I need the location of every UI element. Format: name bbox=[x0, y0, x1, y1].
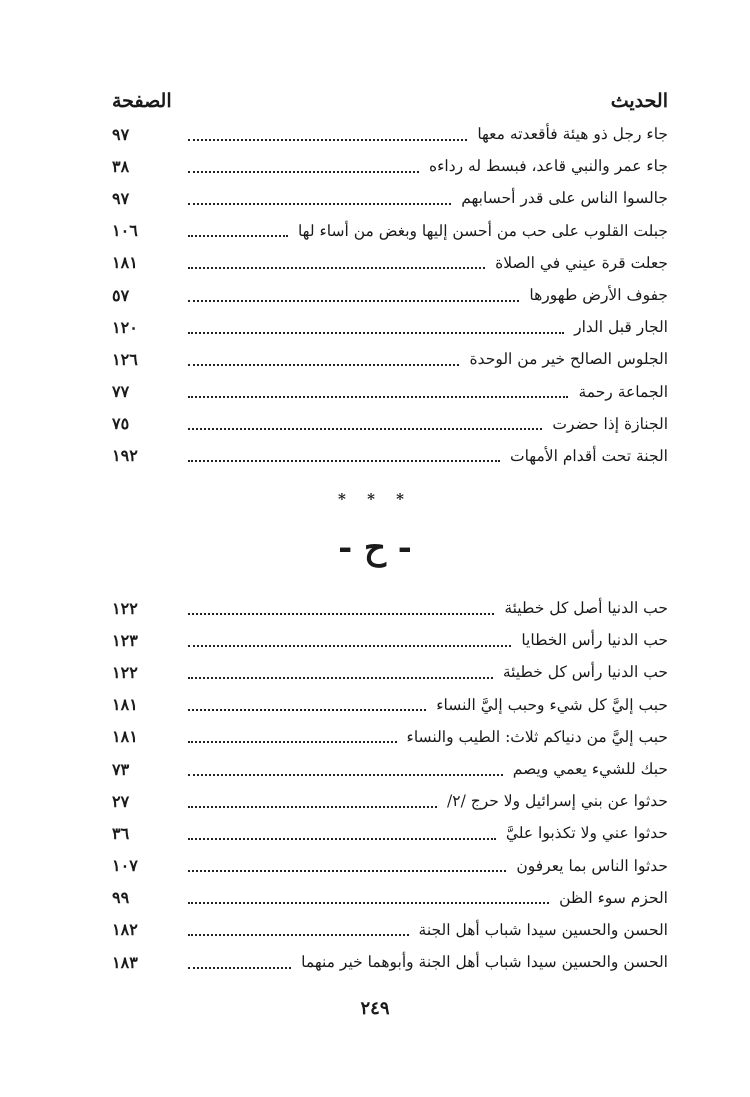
index-header bbox=[112, 78, 668, 112]
hadith-text: الجماعة رحمة bbox=[578, 382, 668, 401]
page-reference: ١٨١ bbox=[112, 253, 138, 273]
page-reference: ١٢٣ bbox=[112, 630, 138, 650]
index-entry bbox=[112, 343, 668, 375]
leader-dots bbox=[188, 395, 568, 398]
index-entry bbox=[112, 376, 668, 408]
index-entry bbox=[112, 817, 668, 849]
index-entry bbox=[112, 946, 668, 978]
leader-dots bbox=[188, 933, 409, 936]
leader-dots bbox=[188, 837, 496, 840]
leader-dots bbox=[188, 773, 503, 776]
hadith-text: جفوف الأرض طهورها bbox=[529, 286, 668, 305]
page-reference: ١٠٧ bbox=[112, 856, 138, 876]
leader-dots bbox=[188, 138, 467, 141]
leader-dots bbox=[188, 869, 506, 872]
index-entry bbox=[112, 721, 668, 753]
index-entry bbox=[112, 592, 668, 624]
leader-dots bbox=[188, 644, 511, 647]
leader-dots bbox=[188, 363, 459, 366]
page-reference: ٧٧ bbox=[112, 382, 130, 402]
page-reference: ١٨١ bbox=[112, 695, 138, 715]
page-number: ٢٤٩ bbox=[360, 998, 390, 1019]
index-entry bbox=[112, 118, 668, 150]
hadith-text: جبلت القلوب على حب من أحسن إليها وبغض من أساء لها bbox=[297, 221, 668, 240]
hadith-text: حب الدنيا رأس الخطايا bbox=[521, 631, 668, 650]
page-reference: ٣٦ bbox=[112, 823, 130, 843]
page-reference: ١٢٢ bbox=[112, 598, 138, 618]
hadith-text: حدثوا عن بني إسرائيل ولا حرج /٢/ bbox=[447, 792, 668, 811]
page-reference: ٩٩ bbox=[112, 888, 130, 908]
page-reference: ١٩٢ bbox=[112, 446, 138, 466]
page-reference: ٧٥ bbox=[112, 414, 130, 434]
index-entry bbox=[112, 408, 668, 440]
page-reference: ١٢٢ bbox=[112, 662, 138, 682]
index-entry bbox=[112, 247, 668, 279]
index-entry bbox=[112, 624, 668, 656]
letter-heading-ha: - ح - bbox=[338, 528, 412, 568]
hadith-text: الحزم سوء الظن bbox=[559, 888, 668, 907]
page-reference: ١٢٠ bbox=[112, 317, 138, 337]
index-entry bbox=[112, 440, 668, 472]
hadith-text: الجنازة إذا حضرت bbox=[552, 414, 668, 433]
leader-dots bbox=[188, 266, 485, 269]
page-reference: ١٠٦ bbox=[112, 221, 138, 241]
page-reference: ٢٧ bbox=[112, 791, 130, 811]
page-reference: ٧٣ bbox=[112, 759, 130, 779]
index-entry bbox=[112, 311, 668, 343]
leader-dots bbox=[188, 805, 437, 808]
page-reference: ٥٧ bbox=[112, 285, 130, 305]
hadith-text: الحسن والحسين سيدا شباب أهل الجنة bbox=[418, 920, 668, 939]
index-entry bbox=[112, 850, 668, 882]
index-entry bbox=[112, 753, 668, 785]
page-reference: ١٨٣ bbox=[112, 952, 138, 972]
leader-dots bbox=[188, 612, 494, 615]
hadith-text: حبك للشيء يعمي ويصم bbox=[512, 760, 668, 779]
leader-dots bbox=[188, 170, 419, 173]
leader-dots bbox=[188, 331, 564, 334]
hadith-text: حدثوا عني ولا تكذبوا عليَّ bbox=[505, 824, 668, 843]
hadith-text: جعلت قرة عيني في الصلاة bbox=[495, 253, 668, 272]
hadith-text: جاء رجل ذو هيئة فأقعدته معها bbox=[477, 125, 668, 144]
leader-dots bbox=[188, 708, 426, 711]
hadith-text: جاء عمر والنبي قاعد، فبسط له رداءه bbox=[429, 157, 668, 176]
section-separator: * * * bbox=[338, 490, 412, 508]
hadith-text: الجلوس الصالح خير من الوحدة bbox=[469, 350, 668, 369]
index-list-ha bbox=[112, 592, 668, 978]
leader-dots bbox=[188, 427, 542, 430]
leader-dots bbox=[188, 740, 397, 743]
index-entry bbox=[112, 882, 668, 914]
index-entry bbox=[112, 182, 668, 214]
page-reference: ١٨٢ bbox=[112, 920, 138, 940]
hadith-text: حبب إليَّ كل شيء وحبب إليَّ النساء bbox=[436, 695, 668, 714]
index-entry bbox=[112, 279, 668, 311]
leader-dots bbox=[188, 901, 549, 904]
hadith-text: حدثوا الناس بما يعرفون bbox=[516, 856, 668, 875]
index-entry bbox=[112, 785, 668, 817]
page-reference: ١٢٦ bbox=[112, 349, 138, 369]
leader-dots bbox=[188, 459, 500, 462]
page-reference: ٩٧ bbox=[112, 124, 130, 144]
hadith-text: الجار قبل الدار bbox=[574, 318, 668, 337]
leader-dots bbox=[188, 966, 291, 969]
leader-dots bbox=[188, 202, 451, 205]
page-column-label: الصفحة bbox=[112, 90, 172, 112]
hadith-text: حبب إليَّ من دنياكم ثلاث: الطيب والنساء bbox=[406, 727, 668, 746]
leader-dots bbox=[188, 299, 519, 302]
index-entry bbox=[112, 914, 668, 946]
leader-dots bbox=[188, 234, 288, 237]
hadith-text: جالسوا الناس على قدر أحسابهم bbox=[461, 189, 668, 208]
index-entry bbox=[112, 656, 668, 688]
index-entry bbox=[112, 689, 668, 721]
hadith-text: حب الدنيا أصل كل خطيئة bbox=[504, 599, 668, 618]
index-list-jim bbox=[112, 118, 668, 472]
hadith-column-label: الحديث bbox=[610, 90, 668, 112]
leader-dots bbox=[188, 676, 493, 679]
index-entry bbox=[112, 215, 668, 247]
page-reference: ١٨١ bbox=[112, 727, 138, 747]
index-entry bbox=[112, 150, 668, 182]
page-reference: ٣٨ bbox=[112, 156, 130, 176]
hadith-text: حب الدنيا رأس كل خطيئة bbox=[502, 663, 668, 682]
hadith-text: الحسن والحسين سيدا شباب أهل الجنة وأبوهما خير منهما bbox=[301, 953, 668, 972]
page-reference: ٩٧ bbox=[112, 188, 130, 208]
hadith-text: الجنة تحت أقدام الأمهات bbox=[509, 446, 668, 465]
